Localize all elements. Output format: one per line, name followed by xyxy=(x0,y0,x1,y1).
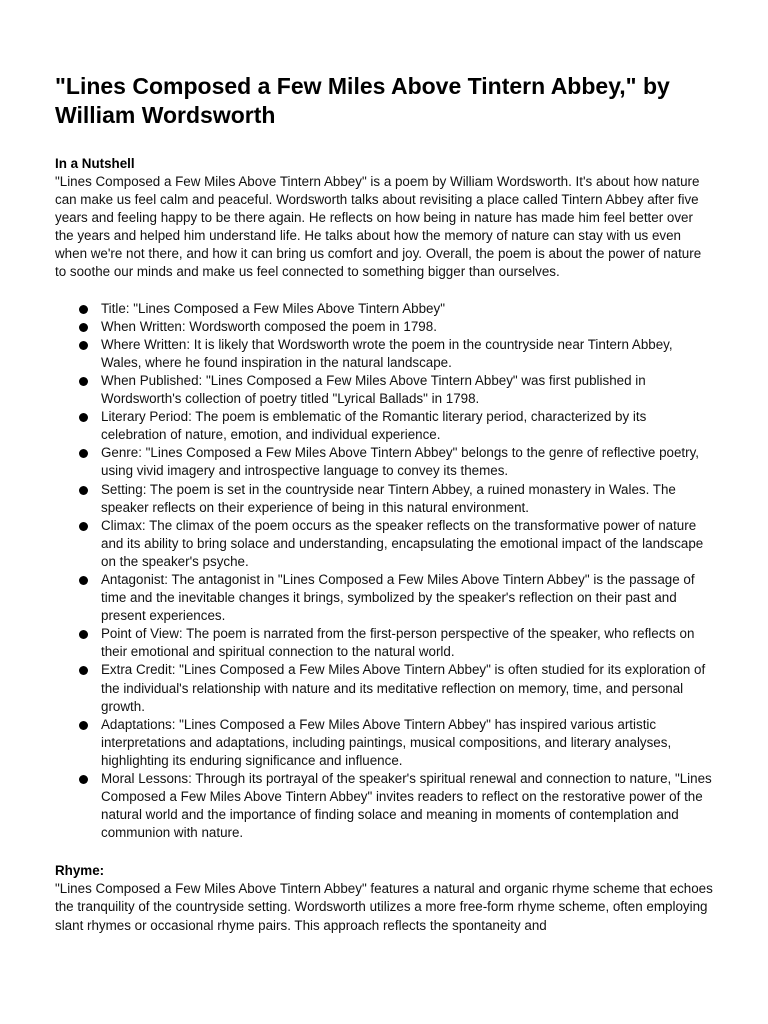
bullet-icon xyxy=(79,323,88,332)
list-item-text: Setting: The poem is set in the countryside near Tintern Abbey, a ruined monastery in Wales. The speaker reflects on their experience of being in this natural environment. xyxy=(101,481,676,515)
list-item xyxy=(55,318,715,336)
list-item xyxy=(55,372,715,408)
bullet-icon xyxy=(79,775,88,784)
bullet-icon xyxy=(79,576,88,585)
list-item xyxy=(55,336,715,372)
list-item-text: Antagonist: The antagonist in "Lines Composed a Few Miles Above Tintern Abbey" is the passage of time and the inevitable changes it brings, symbolized by the speaker's reflection on their past and present experiences. xyxy=(101,571,695,624)
rhyme-paragraph: "Lines Composed a Few Miles Above Tintern Abbey" features a natural and organic rhyme scheme that echoes the tranquility of the countryside setting. Wordsworth utilizes a more free-form rhyme scheme, often employing slant rhymes or occasional rhyme pairs. This approach reflects the spontaneity and xyxy=(55,881,713,933)
list-item-text: Title: "Lines Composed a Few Miles Above Tintern Abbey" xyxy=(101,300,445,316)
nutshell-paragraph: "Lines Composed a Few Miles Above Tintern Abbey" is a poem by William Wordsworth. It's about how nature can make us feel calm and peaceful. Wordsworth talks about revisiting a place called Tintern Abbey after five years and feeling happy to be there again. He reflects on how being in nature has made him feel better over the years and helped him understand life. He talks about how the memory of nature can stay with us even when we're not there, and how it can bring us comfort and joy. Overall, the poem is about the power of nature to soothe our minds and make us feel connected to something bigger than ourselves. xyxy=(55,174,702,280)
list-item-text: Where Written: It is likely that Wordsworth wrote the poem in the countryside near Tintern Abbey, Wales, where he found inspiration in the natural landscape. xyxy=(101,336,673,370)
bullet-icon xyxy=(79,666,88,675)
list-item-text: When Published: "Lines Composed a Few Miles Above Tintern Abbey" was first published in Wordsworth's collection of poetry titled "Lyrical Ballads" in 1798. xyxy=(101,372,646,407)
document-page xyxy=(55,72,715,935)
bullet-icon xyxy=(79,486,88,495)
bullet-icon xyxy=(79,341,88,350)
list-item xyxy=(55,300,715,318)
list-item xyxy=(55,408,715,444)
list-item xyxy=(55,625,715,661)
list-item-text: Point of View: The poem is narrated from the first-person perspective of the speaker, who reflects on their emotional and spiritual connection to the natural world. xyxy=(101,626,695,660)
list-item-text: Adaptations: "Lines Composed a Few Miles Above Tintern Abbey" has inspired various artistic interpretations and adaptations, including paintings, musical compositions, and literary analyses, highlighting its enduring significance and influence. xyxy=(101,716,672,768)
list-item xyxy=(55,571,715,625)
bullet-icon xyxy=(79,449,88,458)
list-item-text: Literary Period: The poem is emblematic of the Romantic literary period, characterized by its celebration of nature, emotion, and individual experience. xyxy=(101,409,647,443)
list-item-text: Extra Credit: "Lines Composed a Few Miles Above Tintern Abbey" is often studied for its exploration of the individual's relationship with nature and its meditative reflection on memory, time, and personal growth. xyxy=(101,662,706,714)
bullet-icon xyxy=(79,305,88,314)
list-item xyxy=(55,716,715,770)
list-item-text: When Written: Wordsworth composed the poem in 1798. xyxy=(101,318,437,334)
list-item xyxy=(55,444,715,480)
list-item-text: Climax: The climax of the poem occurs as the speaker reflects on the transformative power of nature and its ability to bring solace and understanding, encapsulating the emotional impact of the landscape on the speaker's psyche. xyxy=(101,517,704,569)
list-item-text: Genre: "Lines Composed a Few Miles Above Tintern Abbey" belongs to the genre of reflective poetry, using vivid imagery and introspective language to convey its themes. xyxy=(101,445,700,479)
bullet-icon xyxy=(79,630,88,639)
bullet-icon xyxy=(79,721,88,730)
list-item xyxy=(55,481,715,517)
nutshell-heading: In a Nutshell xyxy=(55,156,135,171)
list-item xyxy=(55,770,715,842)
list-item xyxy=(55,517,715,571)
bullet-icon xyxy=(79,413,88,422)
document-title: "Lines Composed a Few Miles Above Tintern Abbey," by William Wordsworth xyxy=(55,73,670,128)
list-item-text: Moral Lessons: Through its portrayal of the speaker's spiritual renewal and connection to nature, "Lines Composed a Few Miles Above Tintern Abbey" invites readers to reflect on the restorative power of the natural world and the importance of finding solace and meaning in moments of contemplation and communion with nature. xyxy=(101,771,712,841)
rhyme-heading: Rhyme: xyxy=(55,863,105,879)
bullet-icon xyxy=(79,522,88,531)
list-item xyxy=(55,661,715,715)
bullet-icon xyxy=(79,377,88,386)
facts-list xyxy=(55,300,715,843)
